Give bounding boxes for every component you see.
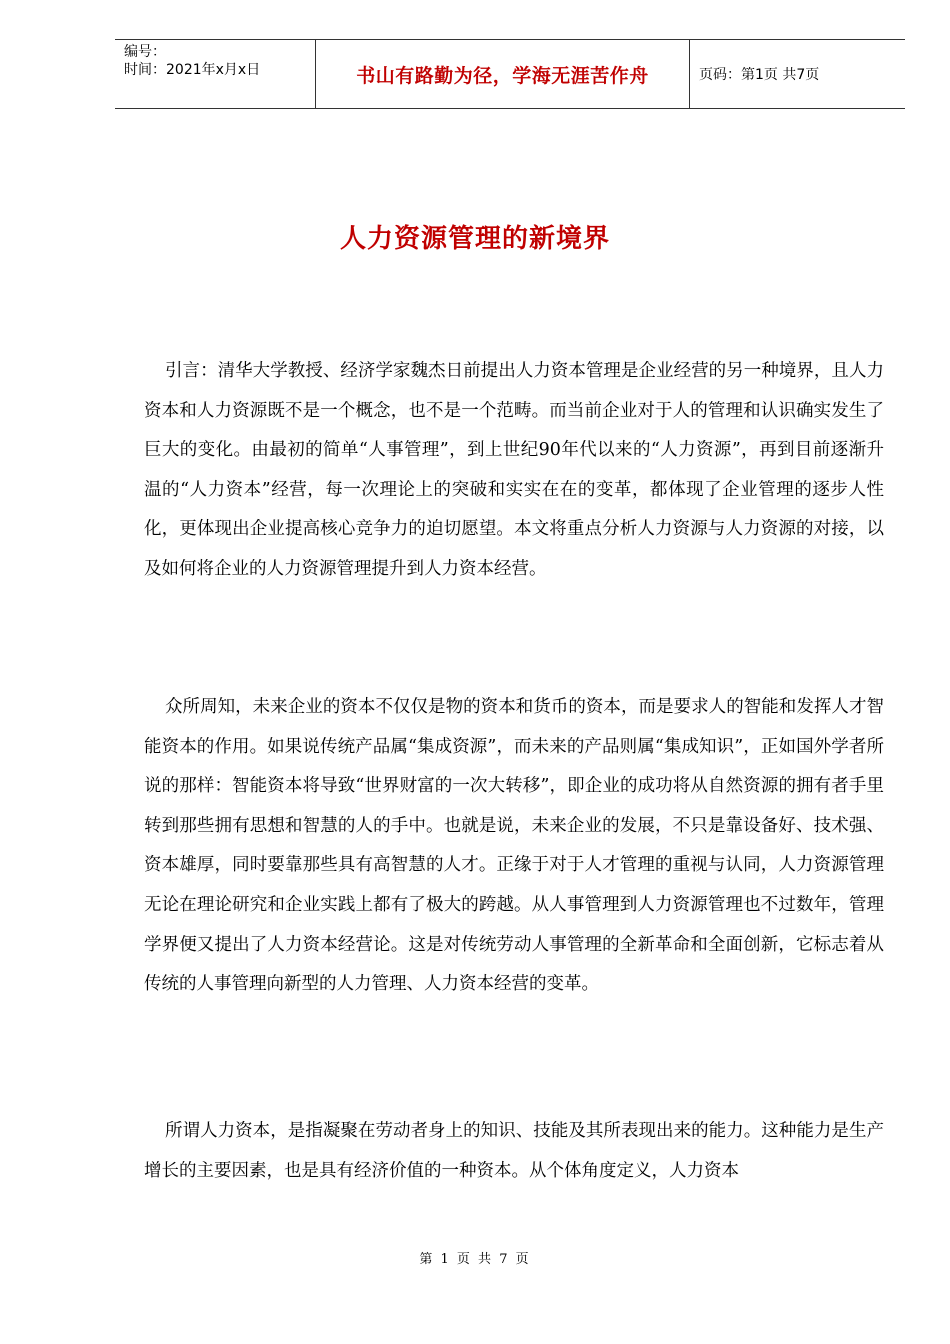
number-label: 编号： bbox=[124, 44, 166, 60]
motto-text: 书山有路勤为径，学海无涯苦作舟 bbox=[356, 64, 649, 87]
page-footer: 第 1 页 共 7 页 bbox=[419, 1252, 531, 1267]
document-header bbox=[115, 39, 905, 109]
header-meta-cell bbox=[115, 40, 316, 108]
paragraph-intro: 引言：清华大学教授、经济学家魏杰日前提出人力资本管理是企业经营的另一种境界，且人力资本和人力资源既不是一个概念，也不是一个范畴。而当前企业对于人的管理和认识确实发生了巨大的变化。由最初的简单“人事管理”，到上世纪90年代以来的“人力资源”，再到目前逐渐升温的“人力资本”经营，每一次理论上的突破和实实在在的变革，都体现了企业管理的逐步人性化，更体现出企业提高核心竞争力的迫切愿望。本文将重点分析人力资源与人力资源的对接，以及如何将企业的人力资源管理提升到人力资本经营。 bbox=[144, 361, 884, 579]
document-title: 人力资源管理的新境界 bbox=[339, 224, 610, 254]
page-info: 页码：第1页 共7页 bbox=[699, 67, 820, 83]
time-label: 时间：2021年x月x日 bbox=[124, 62, 261, 78]
header-page-cell bbox=[690, 40, 905, 108]
paragraph-body: 众所周知，未来企业的资本不仅仅是物的资本和货币的资本，而是要求人的智能和发挥人才智能资本的作用。如果说传统产品属“集成资源”，而未来的产品则属“集成知识”，正如国外学者所说的那样：智能资本将导致“世界财富的一次大转移”，即企业的成功将从自然资源的拥有者手里转到那些拥有思想和智慧的人的手中。也就是说，未来企业的发展，不只是靠设备好、技术强、资本雄厚，同时要靠那些具有高智慧的人才。正缘于对于人才管理的重视与认同，人力资源管理无论在理论研究和企业实践上都有了极大的跨越。从人事管理到人力资源管理也不过数年，管理学界便又提出了人力资本经营论。这是对传统劳动人事管理的全新革命和全面创新，它标志着从传统的人事管理向新型的人力管理、人力资本经营的变革。 bbox=[144, 697, 884, 995]
paragraph-body: 所谓人力资本，是指凝聚在劳动者身上的知识、技能及其所表现出来的能力。这种能力是生产增长的主要因素，也是具有经济价值的一种资本。从个体角度定义，人力资本 bbox=[144, 1121, 884, 1181]
header-motto-cell bbox=[316, 40, 690, 108]
